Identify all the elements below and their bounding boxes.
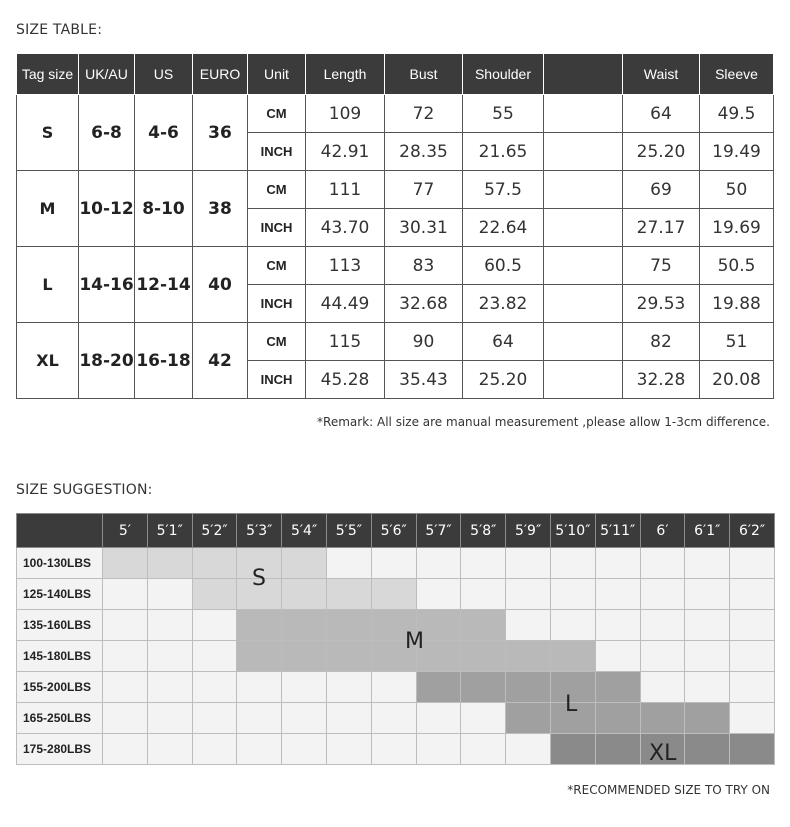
- weight-row: [17, 641, 775, 672]
- blank-cell: [544, 209, 623, 247]
- unit-cell: INCH: [248, 209, 306, 247]
- grid-cell-size-l: [461, 672, 506, 703]
- waist-cell: 32.28: [623, 361, 700, 399]
- grid-cell-size-s: [147, 548, 192, 579]
- grid-cell-empty: [416, 548, 461, 579]
- blank-cell: [544, 95, 623, 133]
- grid-cell-size-m: [237, 610, 282, 641]
- unit-cell: INCH: [248, 133, 306, 171]
- grid-cell-empty: [685, 548, 730, 579]
- sleeve-cell: 50.5: [700, 247, 774, 285]
- grid-cell-size-s: [326, 579, 371, 610]
- grid-cell-empty: [371, 734, 416, 765]
- weight-label: 175-280LBS: [17, 734, 103, 765]
- height-header-cell: 5′: [103, 514, 148, 548]
- grid-cell-empty: [730, 641, 775, 672]
- sleeve-cell: 49.5: [700, 95, 774, 133]
- header-tag-size: Tag size: [17, 54, 79, 95]
- grid-cell-empty: [103, 610, 148, 641]
- weight-label: 165-250LBS: [17, 703, 103, 734]
- shoulder-cell: 21.65: [463, 133, 544, 171]
- height-header-cell: 5′9″: [506, 514, 551, 548]
- height-header-cell: 5′8″: [461, 514, 506, 548]
- euro-cell: 40: [193, 247, 248, 323]
- height-header-cell: 5′2″: [192, 514, 237, 548]
- grid-cell-size-s: [192, 579, 237, 610]
- waist-cell: 82: [623, 323, 700, 361]
- grid-cell-empty: [506, 548, 551, 579]
- blank-cell: [544, 247, 623, 285]
- size-row-cm: [17, 95, 774, 133]
- bust-cell: 72: [385, 95, 463, 133]
- grid-corner-cell: [17, 514, 103, 548]
- grid-cell-empty: [506, 579, 551, 610]
- shoulder-cell: 23.82: [463, 285, 544, 323]
- length-cell: 42.91: [306, 133, 385, 171]
- header-blank: [544, 54, 623, 95]
- uk-au-cell: 14-16: [79, 247, 135, 323]
- blank-cell: [544, 171, 623, 209]
- bust-cell: 35.43: [385, 361, 463, 399]
- grid-cell-empty: [685, 641, 730, 672]
- grid-cell-size-s: [282, 548, 327, 579]
- weight-row: [17, 548, 775, 579]
- header-shoulder: Shoulder: [463, 54, 544, 95]
- grid-cell-empty: [237, 672, 282, 703]
- height-header-cell: 6′2″: [730, 514, 775, 548]
- weight-label: 155-200LBS: [17, 672, 103, 703]
- sleeve-cell: 20.08: [700, 361, 774, 399]
- grid-cell-empty: [282, 703, 327, 734]
- shoulder-cell: 60.5: [463, 247, 544, 285]
- height-header-cell: 5′3″: [237, 514, 282, 548]
- size-row-cm: [17, 323, 774, 361]
- grid-cell-empty: [640, 672, 685, 703]
- grid-cell-empty: [461, 548, 506, 579]
- grid-cell-size-xl: [730, 734, 775, 765]
- grid-cell-empty: [147, 734, 192, 765]
- grid-cell-empty: [326, 703, 371, 734]
- size-table-remark: *Remark: All size are manual measurement ,please allow 1-3cm difference.: [317, 415, 770, 429]
- height-header-row: [17, 514, 775, 548]
- grid-cell-empty: [371, 703, 416, 734]
- weight-label: 100-130LBS: [17, 548, 103, 579]
- height-header-cell: 5′6″: [371, 514, 416, 548]
- header-uk-au: UK/AU: [79, 54, 135, 95]
- uk-au-cell: 10-12: [79, 171, 135, 247]
- zone-label-m: M: [405, 629, 424, 654]
- suggestion-footnote: *RECOMMENDED SIZE TO TRY ON: [567, 783, 770, 797]
- header-unit: Unit: [248, 54, 306, 95]
- grid-cell-size-m: [461, 641, 506, 672]
- size-table: [16, 53, 774, 399]
- header-length: Length: [306, 54, 385, 95]
- grid-cell-empty: [685, 579, 730, 610]
- grid-cell-empty: [371, 672, 416, 703]
- header-euro: EURO: [193, 54, 248, 95]
- grid-cell-empty: [326, 548, 371, 579]
- grid-cell-empty: [550, 548, 595, 579]
- length-cell: 115: [306, 323, 385, 361]
- blank-cell: [544, 323, 623, 361]
- header-us: US: [135, 54, 193, 95]
- euro-cell: 38: [193, 171, 248, 247]
- length-cell: 111: [306, 171, 385, 209]
- waist-cell: 69: [623, 171, 700, 209]
- length-cell: 45.28: [306, 361, 385, 399]
- tag-size-cell: XL: [17, 323, 79, 399]
- sleeve-cell: 51: [700, 323, 774, 361]
- bust-cell: 83: [385, 247, 463, 285]
- grid-cell-size-l: [506, 703, 551, 734]
- grid-cell-empty: [595, 610, 640, 641]
- size-row-cm: [17, 247, 774, 285]
- length-cell: 44.49: [306, 285, 385, 323]
- header-bust: Bust: [385, 54, 463, 95]
- grid-cell-empty: [550, 579, 595, 610]
- grid-cell-size-xl: [595, 734, 640, 765]
- grid-cell-empty: [282, 672, 327, 703]
- blank-cell: [544, 133, 623, 171]
- grid-cell-empty: [371, 548, 416, 579]
- grid-cell-empty: [640, 548, 685, 579]
- bust-cell: 90: [385, 323, 463, 361]
- height-header-cell: 6′1″: [685, 514, 730, 548]
- grid-cell-empty: [326, 672, 371, 703]
- waist-cell: 25.20: [623, 133, 700, 171]
- sleeve-cell: 50: [700, 171, 774, 209]
- unit-cell: CM: [248, 323, 306, 361]
- length-cell: 43.70: [306, 209, 385, 247]
- grid-cell-empty: [730, 579, 775, 610]
- waist-cell: 75: [623, 247, 700, 285]
- blank-cell: [544, 361, 623, 399]
- grid-cell-size-m: [282, 641, 327, 672]
- weight-row: [17, 703, 775, 734]
- height-header-cell: 5′10″: [550, 514, 595, 548]
- grid-cell-size-l: [685, 703, 730, 734]
- grid-cell-empty: [192, 672, 237, 703]
- grid-cell-empty: [730, 610, 775, 641]
- unit-cell: CM: [248, 247, 306, 285]
- weight-label: 135-160LBS: [17, 610, 103, 641]
- grid-cell-size-m: [326, 610, 371, 641]
- grid-cell-empty: [147, 610, 192, 641]
- grid-cell-empty: [640, 579, 685, 610]
- us-cell: 4-6: [135, 95, 193, 171]
- euro-cell: 42: [193, 323, 248, 399]
- size-suggestion-body: [17, 548, 775, 765]
- sleeve-cell: 19.49: [700, 133, 774, 171]
- weight-row: [17, 672, 775, 703]
- grid-cell-size-l: [595, 703, 640, 734]
- unit-cell: INCH: [248, 285, 306, 323]
- grid-cell-empty: [416, 734, 461, 765]
- grid-cell-size-xl: [550, 734, 595, 765]
- grid-cell-empty: [506, 610, 551, 641]
- grid-cell-empty: [103, 703, 148, 734]
- shoulder-cell: 22.64: [463, 209, 544, 247]
- grid-cell-empty: [730, 703, 775, 734]
- header-waist: Waist: [623, 54, 700, 95]
- size-row-cm: [17, 171, 774, 209]
- grid-cell-size-xl: [685, 734, 730, 765]
- grid-cell-empty: [147, 672, 192, 703]
- grid-cell-empty: [103, 641, 148, 672]
- euro-cell: 36: [193, 95, 248, 171]
- grid-cell-empty: [416, 579, 461, 610]
- grid-cell-empty: [237, 703, 282, 734]
- grid-cell-size-l: [640, 703, 685, 734]
- tag-size-cell: S: [17, 95, 79, 171]
- grid-cell-size-m: [550, 641, 595, 672]
- tag-size-cell: L: [17, 247, 79, 323]
- grid-cell-size-m: [461, 610, 506, 641]
- height-header-cell: 5′11″: [595, 514, 640, 548]
- grid-cell-empty: [685, 672, 730, 703]
- grid-cell-empty: [326, 734, 371, 765]
- grid-cell-size-m: [326, 641, 371, 672]
- bust-cell: 77: [385, 171, 463, 209]
- grid-cell-empty: [730, 672, 775, 703]
- grid-cell-size-l: [416, 672, 461, 703]
- waist-cell: 29.53: [623, 285, 700, 323]
- us-cell: 12-14: [135, 247, 193, 323]
- weight-row: [17, 579, 775, 610]
- height-header-cell: 5′7″: [416, 514, 461, 548]
- grid-cell-empty: [147, 641, 192, 672]
- grid-cell-empty: [103, 579, 148, 610]
- zone-label-xl: XL: [649, 741, 677, 766]
- waist-cell: 27.17: [623, 209, 700, 247]
- grid-cell-empty: [595, 641, 640, 672]
- grid-cell-empty: [461, 734, 506, 765]
- grid-cell-empty: [103, 672, 148, 703]
- height-header-cell: 6′: [640, 514, 685, 548]
- grid-cell-size-s: [103, 548, 148, 579]
- grid-cell-empty: [550, 610, 595, 641]
- waist-cell: 64: [623, 95, 700, 133]
- grid-cell-empty: [192, 703, 237, 734]
- grid-cell-empty: [730, 548, 775, 579]
- height-header-cell: 5′1″: [147, 514, 192, 548]
- bust-cell: 32.68: [385, 285, 463, 323]
- shoulder-cell: 57.5: [463, 171, 544, 209]
- grid-cell-empty: [103, 734, 148, 765]
- grid-cell-empty: [192, 641, 237, 672]
- height-header-cell: 5′5″: [326, 514, 371, 548]
- grid-cell-empty: [640, 610, 685, 641]
- grid-cell-empty: [147, 579, 192, 610]
- size-table-body: [17, 95, 774, 399]
- weight-row: [17, 610, 775, 641]
- grid-cell-size-l: [506, 672, 551, 703]
- bust-cell: 28.35: [385, 133, 463, 171]
- weight-label: 125-140LBS: [17, 579, 103, 610]
- grid-cell-size-m: [282, 610, 327, 641]
- grid-cell-size-s: [371, 579, 416, 610]
- height-header-cell: 5′4″: [282, 514, 327, 548]
- grid-cell-empty: [595, 548, 640, 579]
- length-cell: 113: [306, 247, 385, 285]
- tag-size-cell: M: [17, 171, 79, 247]
- grid-cell-empty: [461, 579, 506, 610]
- sleeve-cell: 19.69: [700, 209, 774, 247]
- length-cell: 109: [306, 95, 385, 133]
- zone-label-l: L: [565, 692, 578, 717]
- unit-cell: CM: [248, 171, 306, 209]
- grid-cell-empty: [282, 734, 327, 765]
- grid-cell-size-m: [237, 641, 282, 672]
- us-cell: 8-10: [135, 171, 193, 247]
- grid-cell-size-m: [506, 641, 551, 672]
- grid-cell-empty: [461, 703, 506, 734]
- unit-cell: INCH: [248, 361, 306, 399]
- grid-cell-size-s: [192, 548, 237, 579]
- grid-cell-empty: [640, 641, 685, 672]
- grid-cell-empty: [506, 734, 551, 765]
- sleeve-cell: 19.88: [700, 285, 774, 323]
- grid-cell-empty: [237, 734, 282, 765]
- bust-cell: 30.31: [385, 209, 463, 247]
- size-table-header-row: [17, 54, 774, 95]
- grid-cell-empty: [192, 734, 237, 765]
- size-suggestion-grid: [16, 513, 775, 765]
- weight-label: 145-180LBS: [17, 641, 103, 672]
- uk-au-cell: 18-20: [79, 323, 135, 399]
- unit-cell: CM: [248, 95, 306, 133]
- grid-cell-empty: [147, 703, 192, 734]
- grid-cell-empty: [192, 610, 237, 641]
- zone-label-s: S: [252, 566, 266, 591]
- size-suggestion-title: SIZE SUGGESTION:: [16, 482, 153, 498]
- header-sleeve: Sleeve: [700, 54, 774, 95]
- us-cell: 16-18: [135, 323, 193, 399]
- grid-cell-empty: [685, 610, 730, 641]
- blank-cell: [544, 285, 623, 323]
- grid-cell-empty: [416, 703, 461, 734]
- shoulder-cell: 64: [463, 323, 544, 361]
- size-table-title: SIZE TABLE:: [16, 22, 103, 38]
- grid-cell-size-l: [595, 672, 640, 703]
- shoulder-cell: 55: [463, 95, 544, 133]
- shoulder-cell: 25.20: [463, 361, 544, 399]
- uk-au-cell: 6-8: [79, 95, 135, 171]
- grid-cell-empty: [595, 579, 640, 610]
- grid-cell-size-s: [282, 579, 327, 610]
